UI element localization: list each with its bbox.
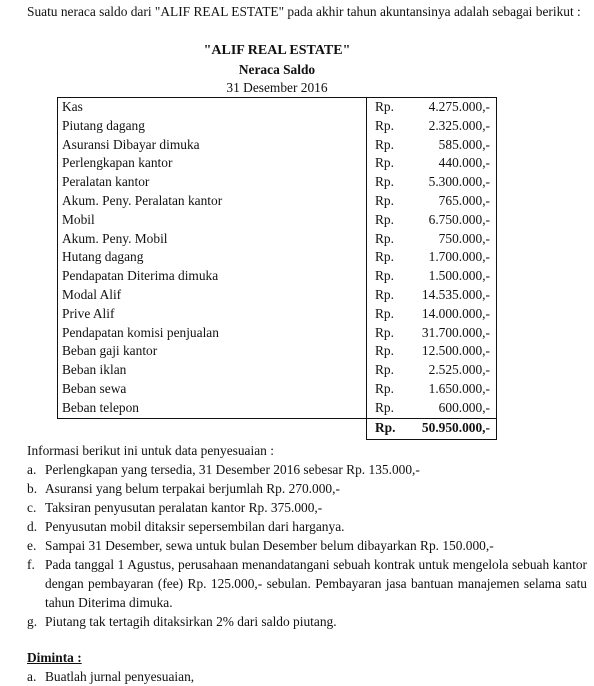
adjustments-list <box>27 460 587 631</box>
table-row <box>58 192 497 211</box>
table-row <box>58 211 497 230</box>
account-name: Asuransi Dibayar dimuka <box>58 136 367 155</box>
adjustment-text: Penyusutan mobil ditaksir sepersembilan dari harganya. <box>45 519 345 534</box>
table-row <box>58 324 497 343</box>
currency-label: Rp. <box>375 399 394 415</box>
amount-value: 1.500.000,- <box>409 267 497 286</box>
table-row <box>58 342 497 361</box>
amount-value: 1.700.000,- <box>409 248 497 267</box>
intro-paragraph: Suatu neraca saldo dari "ALIF REAL ESTATE" pada akhir tahun akuntansinya adalah sebagai berikut : <box>27 4 581 19</box>
currency-label: Rp. <box>375 174 394 190</box>
table-row <box>58 248 497 267</box>
table-row <box>58 267 497 286</box>
adjustment-item <box>27 612 587 631</box>
amount-value: 6.750.000,- <box>409 211 497 230</box>
total-amount: 50.950.000,- <box>409 418 497 439</box>
table-row <box>58 117 497 136</box>
currency-label: Rp. <box>375 324 394 340</box>
adjustment-text: Sampai 31 Desember, sewa untuk bulan Desember belum dibayarkan Rp. 150.000,- <box>45 538 494 553</box>
adjustment-letter: e. <box>27 538 37 553</box>
adjustment-item <box>27 479 587 498</box>
table-row <box>58 230 497 249</box>
adjustment-item <box>27 460 587 479</box>
adjustment-letter: d. <box>27 519 38 534</box>
trial-balance-body <box>58 98 497 419</box>
adjustments-heading: Informasi berikut ini untuk data penyesuaian : <box>27 443 274 458</box>
adjustments-section <box>27 441 587 631</box>
currency-label: Rp. <box>375 268 394 284</box>
adjustment-text: Asuransi yang belum terpakai berjumlah Rp. 270.000,- <box>45 481 340 496</box>
table-row <box>58 380 497 399</box>
account-name: Pendapatan Diterima dimuka <box>58 267 367 286</box>
total-blank-cell <box>58 418 367 439</box>
table-row <box>58 173 497 192</box>
amount-value: 14.000.000,- <box>409 305 497 324</box>
table-row <box>58 305 497 324</box>
currency-label: Rp. <box>375 211 394 227</box>
account-name: Piutang dagang <box>58 117 367 136</box>
account-name: Perlengkapan kantor <box>58 154 367 173</box>
table-row <box>58 154 497 173</box>
total-row <box>58 418 497 439</box>
diminta-item <box>27 667 587 686</box>
amount-value: 4.275.000,- <box>409 98 497 117</box>
currency-label: Rp. <box>375 305 394 321</box>
amount-value: 585.000,- <box>409 136 497 155</box>
adjustment-item <box>27 517 587 536</box>
currency-label: Rp. <box>375 155 394 171</box>
adjustment-item <box>27 498 587 517</box>
trial-balance-table <box>57 97 497 440</box>
currency-label: Rp. <box>375 136 394 152</box>
currency-label: Rp. <box>375 117 394 133</box>
account-name: Akum. Peny. Mobil <box>58 230 367 249</box>
account-name: Beban telepon <box>58 399 367 418</box>
table-row <box>58 286 497 305</box>
adjustment-letter: g. <box>27 614 38 629</box>
account-name: Modal Alif <box>58 286 367 305</box>
diminta-item-text: Buatlah jurnal penyesuaian, <box>45 669 195 684</box>
table-row <box>58 399 497 418</box>
adjustment-letter: b. <box>27 481 38 496</box>
adjustment-item <box>27 555 587 612</box>
account-name: Kas <box>58 98 367 117</box>
account-name: Akum. Peny. Peralatan kantor <box>58 192 367 211</box>
account-name: Prive Alif <box>58 305 367 324</box>
amount-value: 765.000,- <box>409 192 497 211</box>
amount-value: 2.525.000,- <box>409 361 497 380</box>
amount-value: 14.535.000,- <box>409 286 497 305</box>
adjustment-letter: f. <box>27 557 35 572</box>
account-name: Beban gaji kantor <box>58 342 367 361</box>
amount-value: 2.325.000,- <box>409 117 497 136</box>
adjustment-text: Piutang tak tertagih ditaksirkan 2% dari saldo piutang. <box>45 614 337 629</box>
amount-value: 600.000,- <box>409 399 497 418</box>
account-name: Beban sewa <box>58 380 367 399</box>
currency-label: Rp. <box>375 380 394 396</box>
diminta-item-letter: a. <box>27 669 37 684</box>
adjustment-text: Taksiran penyusutan peralatan kantor Rp. 375.000,- <box>45 500 323 515</box>
report-title: Neraca Saldo <box>238 62 316 77</box>
amount-value: 440.000,- <box>409 154 497 173</box>
amount-value: 31.700.000,- <box>409 324 497 343</box>
currency-label: Rp. <box>375 192 394 208</box>
account-name: Beban iklan <box>58 361 367 380</box>
report-date: 31 Desember 2016 <box>226 80 328 95</box>
diminta-section <box>27 648 587 686</box>
adjustment-text: Pada tanggal 1 Agustus, perusahaan menandatangani sebuah kontrak untuk mengelola sebuah kantor dengan pembayaran (fee) Rp. 125.000,- sebulan. Pembayaran jasa bantuan manajemen selama satu tahun Diterima dimuka. <box>45 557 587 610</box>
table-row <box>58 136 497 155</box>
adjustment-letter: a. <box>27 462 37 477</box>
diminta-heading: Diminta : <box>27 650 82 665</box>
currency-label: Rp. <box>375 230 394 246</box>
amount-value: 5.300.000,- <box>409 173 497 192</box>
currency-label: Rp. <box>375 362 394 378</box>
table-row <box>58 98 497 117</box>
account-name: Pendapatan komisi penjualan <box>58 324 367 343</box>
amount-value: 1.650.000,- <box>409 380 497 399</box>
amount-value: 12.500.000,- <box>409 342 497 361</box>
currency-label: Rp. <box>375 286 394 302</box>
table-row <box>58 361 497 380</box>
adjustment-item <box>27 536 587 555</box>
currency-label: Rp. <box>375 249 394 265</box>
adjustment-letter: c. <box>27 500 37 515</box>
company-title: "ALIF REAL ESTATE" <box>203 43 351 58</box>
currency-label: Rp. <box>367 98 410 117</box>
account-name: Peralatan kantor <box>58 173 367 192</box>
account-name: Mobil <box>58 211 367 230</box>
currency-label: Rp. <box>375 343 394 359</box>
adjustment-text: Perlengkapan yang tersedia, 31 Desember 2016 sebesar Rp. 135.000,- <box>45 462 420 477</box>
account-name: Hutang dagang <box>58 248 367 267</box>
amount-value: 750.000,- <box>409 230 497 249</box>
total-currency: Rp. <box>367 418 410 439</box>
